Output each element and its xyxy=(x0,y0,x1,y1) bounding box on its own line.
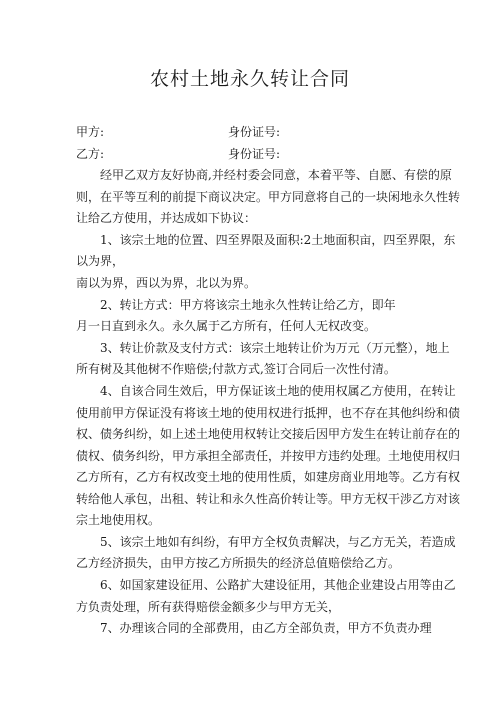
body-line: 方负责处理，所有获得赔偿金额多少与甲方无关， xyxy=(76,600,341,614)
body-line: 则，在平等互利的前提下商议决定。甲方同意将自己的一块闲地永久性转 xyxy=(76,190,461,204)
body-line: 让给乙方使用，并达成如下协议： xyxy=(76,211,257,225)
clause-7: 7、办理该合同的全部费用，由乙方全部负责，甲方不负责办理 xyxy=(100,621,432,635)
body-line: 乙方经济损失，由甲方按乙方所损失的经济总值赔偿给乙方。 xyxy=(76,556,401,570)
party-a-label: 甲方: xyxy=(76,125,105,139)
clause-4: 4、自该合同生效后，甲方保证该土地的使用权属乙方使用，在转让 xyxy=(100,384,456,398)
clause-5: 5、该宗土地如有纠纷，有甲方全权负责解决，与乙方无关，若造成 xyxy=(100,535,456,549)
body-line: 以为界， xyxy=(76,254,125,268)
body-line: 经甲乙双方友好协商,并经村委会同意，本着平等、自愿、有偿的原 xyxy=(100,168,452,182)
body-line: 乙方所有，乙方有权改变土地的使用性质，如建房商业用地等。乙方有权 xyxy=(76,470,461,484)
body-line: 转给他人承包，出租、转让和永久性高价转让等。甲方无权干涉乙方对该 xyxy=(76,492,461,506)
body-line: 南以为界，西以为界，北以为界。 xyxy=(76,276,257,290)
body-line: 月一日直到永久。永久属于乙方所有，任何人无权改变。 xyxy=(76,319,377,333)
party-a-id-label: 身份证号: xyxy=(228,125,281,139)
document-title: 农村土地永久转让合同 xyxy=(149,68,350,90)
clause-3: 3、转让价款及支付方式：该宗土地转让价为万元（万元整），地上 xyxy=(100,341,450,355)
body-line: 债权、债务纠纷，甲方承担全部责任，并按甲方违约处理。土地使用权归 xyxy=(76,449,461,463)
party-b-id-label: 身份证号: xyxy=(228,147,281,161)
body-line: 所有树及其他树不作赔偿;付款方式,签订合同后一次性付清。 xyxy=(76,362,396,376)
clause-1: 1、该宗土地的位置、四至界限及面积:2土地面积亩，四至界限，东 xyxy=(100,233,456,247)
party-b-label: 乙方: xyxy=(76,147,105,161)
clause-2: 2、转让方式：甲方将该宗土地永久性转让给乙方，即年 xyxy=(100,298,396,312)
clause-6: 6、如国家建设征用、公路扩大建设征用，其他企业建设占用等由乙 xyxy=(100,578,456,592)
body-line: 使用前甲方保证没有将该土地的使用权进行抵押，也不存在其他纠纷和债 xyxy=(76,406,461,420)
body-line: 权、债务纠纷，如上述土地使用权转让交接后因甲方发生在转让前存在的 xyxy=(76,427,461,441)
body-line: 宗土地使用权。 xyxy=(76,513,161,527)
